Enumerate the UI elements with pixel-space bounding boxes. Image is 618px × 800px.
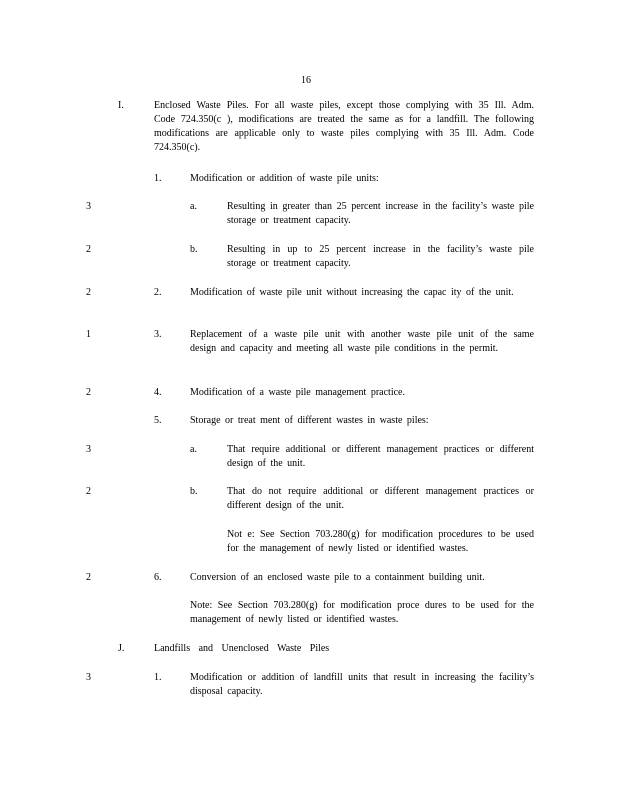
item-number: 1. <box>154 173 162 184</box>
item-number: 2. <box>154 287 162 298</box>
subitem-text: That do not require additional or different management practices or different design of the unit. <box>227 486 534 511</box>
subitem-text: Resulting in greater than 25 percent increase in the facility’s waste pile storage or treatment capacity. <box>227 201 534 226</box>
class-number: 3 <box>86 444 91 455</box>
item-text: Storage or treat ment of different wastes in waste piles: <box>190 415 429 426</box>
item-text: Modification or addition of waste pile units: <box>190 173 379 184</box>
note-text: Not e: See Section 703.280(g) for modification procedures to be used for the management of newly listed or identified wastes. <box>227 529 534 554</box>
class-number: 2 <box>86 572 91 583</box>
item-number: 4. <box>154 387 162 398</box>
item-number: 1. <box>154 672 162 683</box>
section-label: J. <box>118 643 125 654</box>
subitem-letter: b. <box>190 486 198 497</box>
subitem-letter: a. <box>190 201 197 212</box>
item-number: 5. <box>154 415 162 426</box>
class-number: 2 <box>86 287 91 298</box>
subitem-letter: a. <box>190 444 197 455</box>
class-number: 1 <box>86 329 91 340</box>
item-text: Modification or addition of landfill units that result in increasing the facility’s disposal capacity. <box>190 672 534 697</box>
item-number: 6. <box>154 572 162 583</box>
section-intro: Enclosed Waste Piles. For all waste piles, except those complying with 35 Ill. Adm. Code 724.350(c ), modifications are treated the same as for a landfill. The following modifications are applicable only to waste piles complying with 35 Ill. Adm. Code 724.350(c). <box>154 100 534 153</box>
class-number: 2 <box>86 486 91 497</box>
class-number: 3 <box>86 201 91 212</box>
subitem-text: Resulting in up to 25 percent increase in the facility’s waste pile storage or treatment capacity. <box>227 244 534 269</box>
page-number: 16 <box>301 75 311 86</box>
class-number: 3 <box>86 672 91 683</box>
item-number: 3. <box>154 329 162 340</box>
note-text: Note: See Section 703.280(g) for modification proce dures to be used for the management of newly listed or identified wastes. <box>190 600 534 625</box>
item-text: Modification of waste pile unit without increasing the capac ity of the unit. <box>190 287 514 298</box>
class-number: 2 <box>86 387 91 398</box>
item-text: Replacement of a waste pile unit with another waste pile unit of the same design and capacity and meeting all waste pile conditions in the permit. <box>190 329 534 354</box>
item-text: Modification of a waste pile management practice. <box>190 387 405 398</box>
subitem-text: That require additional or different management practices or different design of the unit. <box>227 444 534 469</box>
item-text: Conversion of an enclosed waste pile to a containment building unit. <box>190 572 485 583</box>
subitem-letter: b. <box>190 244 198 255</box>
class-number: 2 <box>86 244 91 255</box>
section-title: Landfills and Unenclosed Waste Piles <box>154 643 330 654</box>
section-label: I. <box>118 100 124 111</box>
